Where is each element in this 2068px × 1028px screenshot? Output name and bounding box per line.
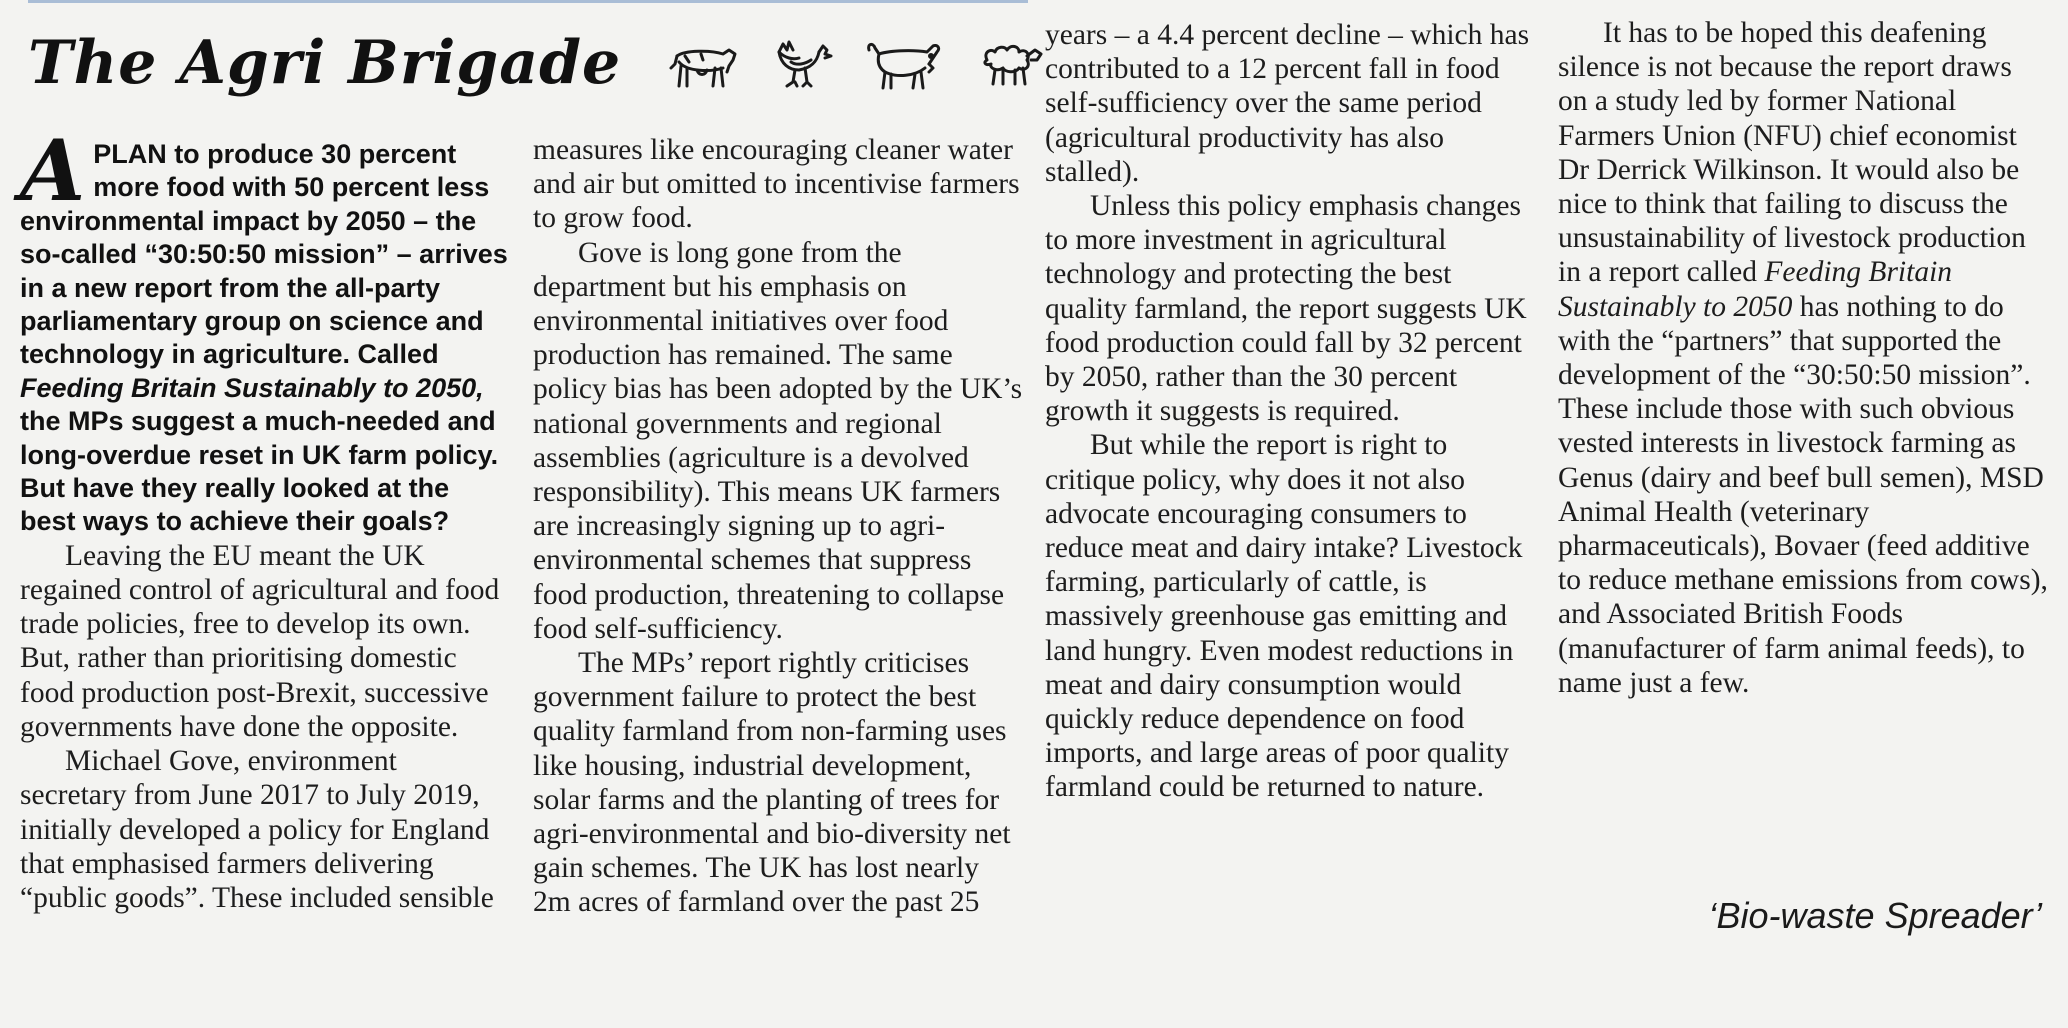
paragraph-gove-policy-continued: measures like encouraging cleaner water and air but omitted to incentivise farmers to grow food. [533, 134, 1020, 235]
column-title: The Agri Brigade [28, 28, 622, 98]
paragraph-brexit: Leaving the EU meant the UK regained control of agricultural and food trade policies, free to develop its own. But, rather than prioritising domestic food production post-Brexit, successive governments have done the opposite. [20, 539, 500, 743]
paragraph-farmland-loss: The MPs’ report rightly criticises government failure to protect the best quality farmland from non-farming uses like housing, industrial development, solar farms and the planting of trees for agri-environmental and bio-diversity net gain schemes. The UK has lost nearly 2m acres of farmland over the past 25 [533, 647, 1011, 919]
author-signoff: ‘Bio-waste Spreader’ [1708, 895, 2042, 936]
lede-text-tail: the MPs suggest a much-needed and long-overdue reset in UK farm policy. But have they really looked at the best ways to achieve their goals? [20, 406, 499, 537]
partners-text: It has to be hoped this deafening silence is not because the report draws on a study led by former National Farmers Union (NFU) chief economist Dr Derrick Wilkinson. It would also be nice to think that failing to discuss the unsustainability of livestock production in a report called [1558, 17, 2026, 289]
drop-cap: A [20, 121, 86, 220]
article-column-1 [20, 121, 510, 915]
lede-text: PLAN to produce 30 percent more food with 50 percent less environmental impact by 2050 – the so-called “30:50:50 mission” – arrives in a new report from the all-party parliamentary group on science and technology in agriculture. Called [20, 139, 508, 370]
paragraph-meat-dairy: But while the report is right to critique policy, why does it not also advocate encouraging consumers to reduce meat and dairy intake? Livestock farming, particularly of cattle, is massively greenhouse gas emitting and land hungry. Even modest reductions in meat and dairy consumption would quickly reduce dependence on food imports, and large areas of poor quality farmland could be returned to nature. [1045, 429, 1523, 804]
paragraph-farmland-loss-continued: years – a 4.4 percent decline – which has contributed to a 12 percent fall in food self-sufficiency over the same period (agricultural productivity has also stalled). [1045, 19, 1530, 188]
paragraph-production-forecast: Unless this policy emphasis changes to more investment in agricultural technology and protecting the best quality farmland, the report suggests UK food production could fall by 32 percent by 2050, rather than the 30 percent growth it suggests is required. [1045, 190, 1527, 428]
paragraph-policy-bias: Gove is long gone from the department but his emphasis on environmental initiatives over food production has remained. The same policy bias has been adopted by the UK’s national governments and regional assemblies (agriculture is a devolved responsibility). This means UK farmers are increasingly signing up to agri-environmental schemes that suppress food production, threatening to collapse food self-sufficiency. [533, 236, 1023, 645]
paragraph-partners [1558, 16, 2048, 700]
masthead [28, 28, 1045, 98]
animal-icons [667, 38, 1045, 94]
top-rule [28, 0, 1028, 3]
lede-paragraph [20, 121, 510, 539]
article-column-2 [533, 133, 1023, 920]
cow-icon [667, 38, 745, 94]
article-column-3 [1045, 18, 1535, 805]
report-title-italic-2: Feeding Britain Sustainably to 2050 [1558, 256, 1953, 323]
article-column-4 [1558, 16, 2048, 700]
paragraph-gove-policy: Michael Gove, environment secretary from June 2017 to July 2019, initially developed a policy for England that emphasised farmers delivering “public goods”. These included sensible [20, 745, 494, 914]
report-title-italic: Feeding Britain Sustainably to 2050, [20, 372, 484, 403]
partners-text-tail: has nothing to do with the “partners” that supported the development of the “30:50:50 mission”. These include those with such obvious vested interests in livestock farming as Genus (dairy and beef bull semen), MSD Animal Health (veterinary pharmaceuticals), Bovaer (feed additive to reduce methane emissions from cows), and Associated British Foods (manufacturer of farm animal feeds), to name just a few. [1558, 290, 2048, 699]
sheep-icon [975, 38, 1045, 94]
hen-icon [773, 38, 835, 94]
bull-icon [863, 38, 947, 94]
